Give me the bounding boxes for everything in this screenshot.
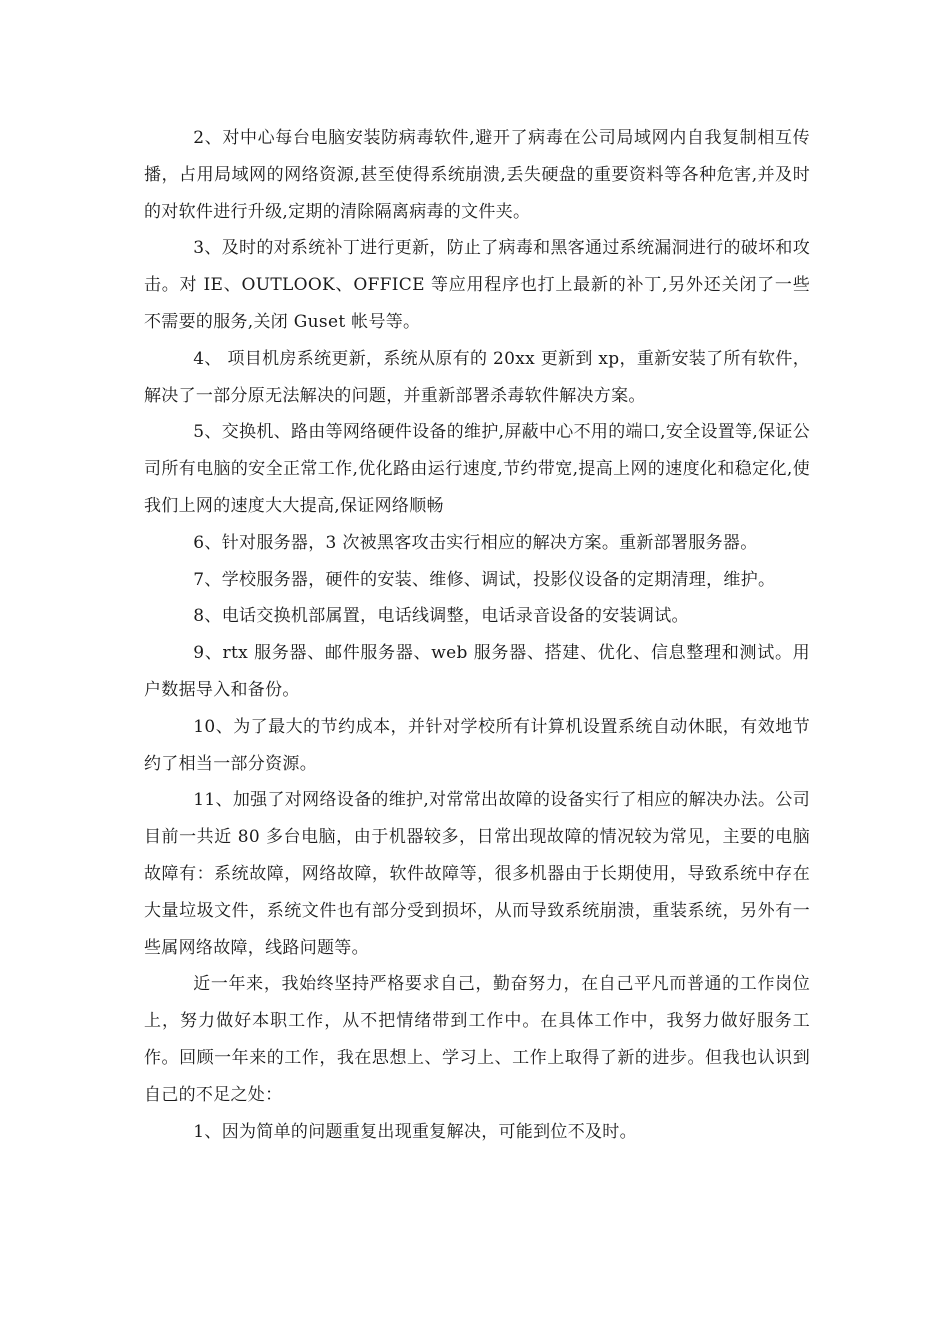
paragraph-system-patches: 3、及时的对系统补丁进行更新，防止了病毒和黑客通过系统漏洞进行的破坏和攻击。对 IE、OUTLOOK、OFFICE 等应用程序也打上最新的补丁,另外还关闭了一些不需要的服务,关闭 Guset 帐号等。: [144, 238, 810, 332]
paragraph-telephone-exchange: 8、电话交换机部属置，电话线调整，电话录音设备的安装调试。: [193, 606, 689, 627]
paragraph-school-server: 7、学校服务器，硬件的安装、维修、调试，投影仪设备的定期清理，维护。: [193, 569, 776, 590]
paragraph-rtx-servers: 9、rtx 服务器、邮件服务器、web 服务器、搭建、优化、信息整理和测试。用户数据导入和备份。: [144, 643, 810, 700]
paragraph-network-hardware: 5、交换机、路由等网络硬件设备的维护,屏蔽中心不用的端口,安全设置等,保证公司所有电脑的安全正常工作,优化路由运行速度,节约带宽,提高上网的速度化和稳定化,使我们上网的速度大大提高,保证网络顺畅: [144, 422, 810, 516]
paragraph-shortcoming-1: 1、因为简单的问题重复出现重复解决，可能到位不及时。: [193, 1121, 637, 1142]
paragraph-server-attacks: 6、针对服务器，3 次被黑客攻击实行相应的解决方案。重新部署服务器。: [193, 532, 758, 553]
paragraph-antivirus: 2、对中心每台电脑安装防病毒软件,避开了病毒在公司局域网内自我复制相互传播，占用局域网的网络资源,甚至使得系统崩溃,丢失硬盘的重要资料等各种危害,并及时的对软件进行升级,定期的清除隔离病毒的文件夹。: [144, 128, 810, 222]
document-body: [144, 120, 810, 1150]
paragraph-year-review: 近一年来，我始终坚持严格要求自己，勤奋努力，在自己平凡而普通的工作岗位上，努力做好本职工作，从不把情绪带到工作中。在具体工作中，我努力做好服务工作。回顾一年来的工作，我在思想上、学习上、工作上取得了新的进步。但我也认识到自己的不足之处：: [144, 974, 810, 1105]
paragraph-lab-system-update: 4、 项目机房系统更新，系统从原有的 20xx 更新到 xp，重新安装了所有软件，解决了一部分原无法解决的问题，并重新部署杀毒软件解决方案。: [144, 348, 810, 406]
paragraph-network-maintenance: 11、加强了对网络设备的维护,对常常出故障的设备实行了相应的解决办法。公司目前一共近 80 多台电脑，由于机器较多，日常出现故障的情况较为常见，主要的电脑故障有：系统故障，网络故障，软件故障等，很多机器由于长期使用，导致系统中存在大量垃圾文件，系统文件也有部分受到损坏，从而导致系统崩溃，重装系统，另外有一些属网络故障，线路问题等。: [144, 790, 810, 958]
paragraph-cost-saving: 10、为了最大的节约成本，并针对学校所有计算机设置系统自动休眠，有效地节约了相当一部分资源。: [144, 716, 810, 774]
